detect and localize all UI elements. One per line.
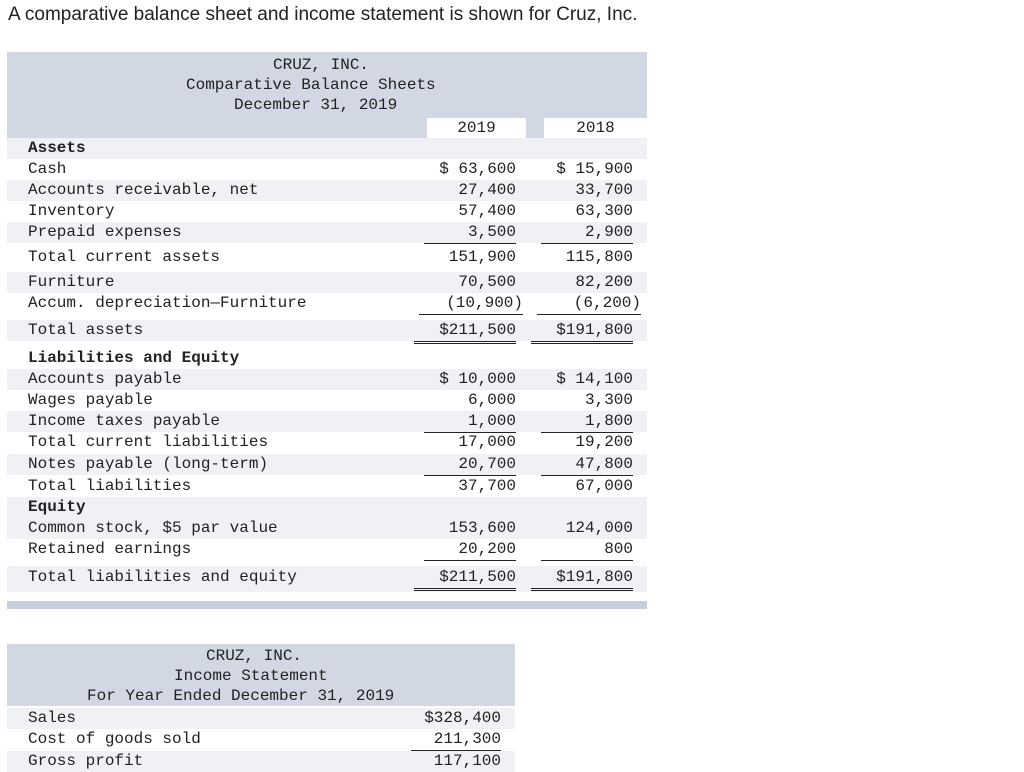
value-2019: 70,500	[458, 273, 516, 291]
value-2018: 115,800	[565, 248, 633, 266]
row-label: Common stock, $5 par value	[28, 519, 278, 537]
table-row-gross-profit	[7, 751, 515, 772]
value-2019: 17,000	[458, 433, 516, 451]
row-label: Income taxes payable	[28, 412, 221, 430]
row-label: Sales	[28, 709, 77, 727]
row-label: Total current liabilities	[28, 433, 269, 451]
row-label: Total liabilities and equity	[28, 568, 297, 586]
value-2019: 27,400	[458, 181, 516, 199]
value-2019: 6,000	[467, 391, 516, 409]
value-2018: 19,200	[575, 433, 633, 451]
table-row-notes-payable	[7, 454, 647, 475]
value-2019: 3,500	[424, 222, 516, 244]
table-row-prepaid-expenses	[7, 222, 647, 243]
column-header-2018: 2018	[544, 118, 647, 139]
value-2019: $211,500	[414, 320, 516, 344]
balance-sheet	[7, 52, 647, 611]
table-row-cash	[7, 159, 647, 180]
value-2018: $ 15,900	[556, 160, 633, 178]
value-2018: 47,800	[541, 454, 633, 476]
table-row-total-assets	[7, 320, 647, 341]
row-label: Equity	[28, 498, 86, 516]
table-row-income-taxes-payable	[7, 411, 647, 432]
statement-title: Income Statement	[174, 667, 328, 685]
table-row-accounts-receivable	[7, 180, 647, 201]
value-2019: (10,900)	[419, 293, 523, 315]
row-label: Furniture	[28, 273, 115, 291]
table-row-inventory	[7, 201, 647, 222]
table-row-total-liabilities	[7, 476, 647, 497]
statement-period: For Year Ended December 31, 2019	[87, 687, 395, 705]
row-label: Accounts payable	[28, 370, 182, 388]
row-label: Accounts receivable, net	[28, 181, 259, 199]
table-row-total-liabilities-equity	[7, 566, 647, 592]
section-header-assets	[7, 138, 647, 159]
row-label: Gross profit	[28, 752, 144, 770]
table-row-total-current-liabilities	[7, 432, 647, 453]
table-row-furniture	[7, 272, 647, 293]
balance-sheet-footer-bar	[7, 601, 647, 609]
row-value: 117,100	[433, 752, 501, 770]
column-header-2019: 2019	[427, 118, 526, 139]
value-2018: 3,300	[584, 391, 633, 409]
value-2018: 2,900	[541, 222, 633, 244]
value-2018: 63,300	[575, 202, 633, 220]
value-2018: (6,200)	[537, 293, 641, 315]
value-2019: 57,400	[458, 202, 516, 220]
value-2018: 124,000	[565, 519, 633, 537]
table-row-wages-payable	[7, 390, 647, 411]
value-2019: $211,500	[414, 567, 516, 591]
value-2018: 800	[541, 539, 633, 561]
row-label: Inventory	[28, 202, 115, 220]
row-label: Notes payable (long-term)	[28, 455, 269, 473]
statement-date: December 31, 2019	[234, 96, 398, 114]
value-2019: 151,900	[448, 248, 516, 266]
section-header-equity	[7, 497, 647, 518]
value-2019: $ 63,600	[439, 160, 516, 178]
company-name: CRUZ, INC.	[273, 56, 370, 74]
value-2018: 33,700	[575, 181, 633, 199]
row-label: Liabilities and Equity	[28, 349, 240, 367]
row-label: Cash	[28, 160, 67, 178]
income-statement	[7, 644, 515, 772]
row-label: Cost of goods sold	[28, 730, 201, 748]
value-2019: 153,600	[448, 519, 516, 537]
table-row-sales	[7, 708, 515, 729]
row-label: Retained earnings	[28, 540, 192, 558]
row-label: Wages payable	[28, 391, 153, 409]
row-label: Total current assets	[28, 248, 221, 266]
value-2018: 1,800	[541, 411, 633, 433]
company-name: CRUZ, INC.	[206, 647, 303, 665]
row-label: Assets	[28, 139, 86, 157]
row-value: 211,300	[411, 729, 501, 751]
value-2018: $191,800	[531, 320, 633, 344]
value-2019: 20,700	[424, 454, 516, 476]
value-2019: 20,200	[424, 539, 516, 561]
value-2018: 67,000	[575, 477, 633, 495]
statement-title: Comparative Balance Sheets	[186, 76, 436, 94]
row-label: Accum. depreciation—Furniture	[28, 294, 307, 312]
table-row-accounts-payable	[7, 369, 647, 390]
row-label: Prepaid expenses	[28, 223, 182, 241]
value-2018: $191,800	[531, 567, 633, 591]
value-2019: $ 10,000	[439, 370, 516, 388]
table-row-cost-of-goods-sold	[7, 729, 515, 750]
table-row-common-stock	[7, 518, 647, 539]
row-label: Total assets	[28, 321, 144, 339]
row-label: Total liabilities	[28, 477, 192, 495]
value-2019: 37,700	[458, 477, 516, 495]
value-2018: 82,200	[575, 273, 633, 291]
value-2019: 1,000	[424, 411, 516, 433]
row-value: $328,400	[424, 709, 501, 727]
intro-text: A comparative balance sheet and income statement is shown for Cruz, Inc.	[8, 4, 638, 25]
section-header-liabilities-equity	[7, 348, 647, 369]
value-2018: $ 14,100	[556, 370, 633, 388]
table-row-accum-depreciation	[7, 293, 647, 314]
table-row-total-current-assets	[7, 247, 647, 268]
table-row-retained-earnings	[7, 539, 647, 560]
